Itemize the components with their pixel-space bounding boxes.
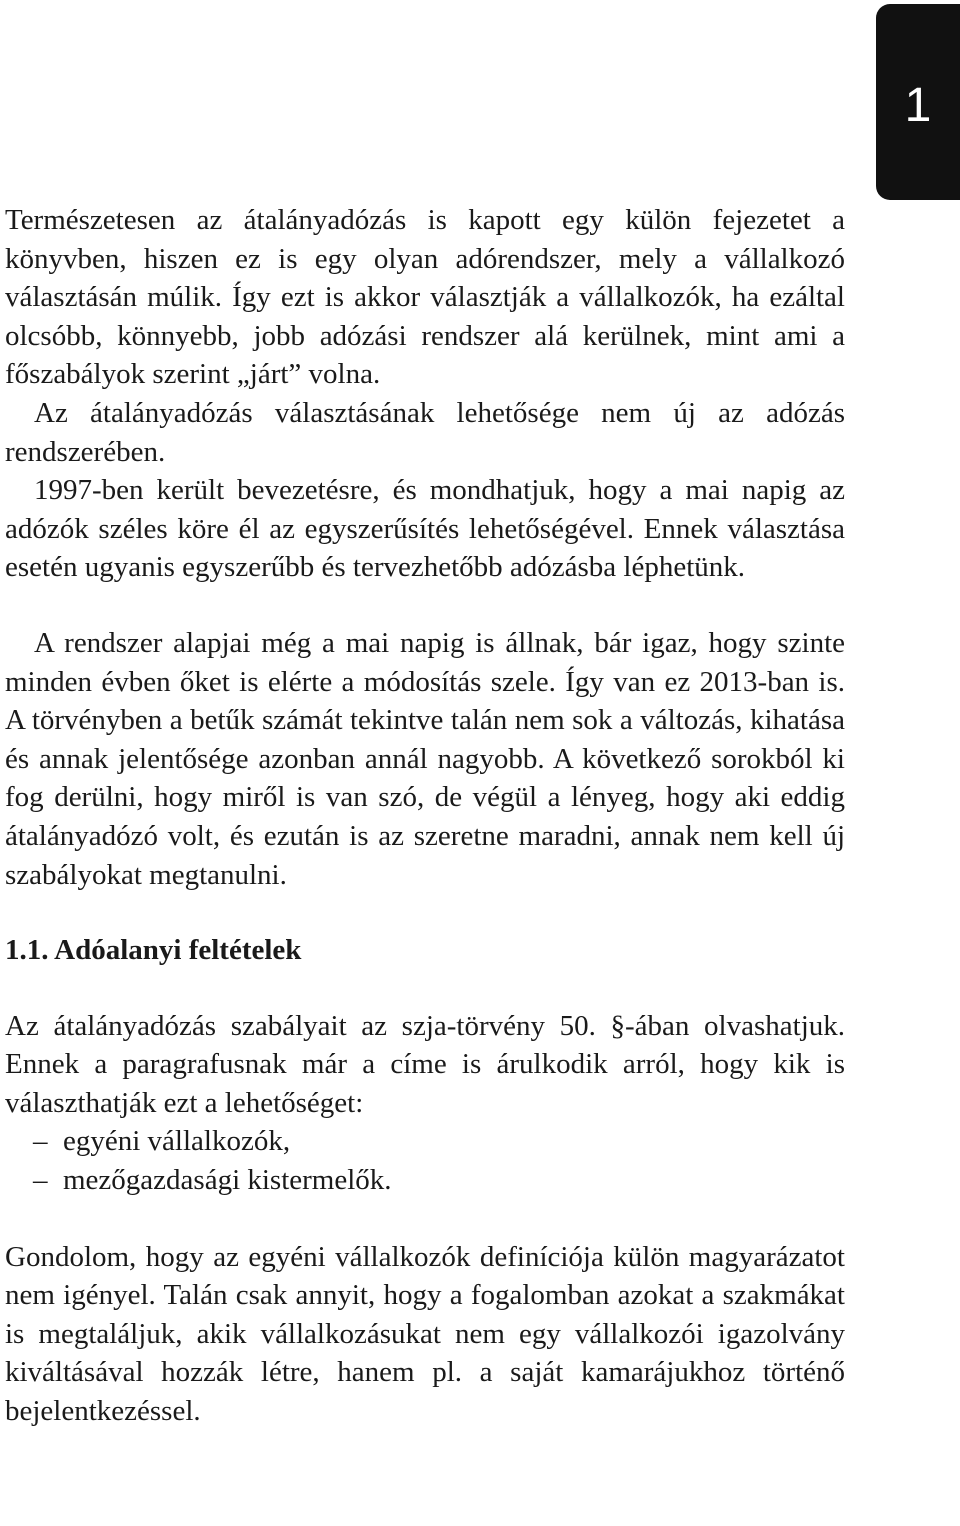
eligibility-list bbox=[5, 1122, 845, 1199]
paragraph-history: 1997-ben került bevezetésre, és mondhatjuk, hogy a mai napig az adózók széles köre él az egyszerűsítés lehetőségével. Ennek választása esetén ugyanis egyszerűbb és tervezhetőbb adózásba léphetünk. bbox=[5, 474, 845, 584]
section-intro: Az átalányadózás szabályait az szja-törvény 50. §-ában olvashatjuk. Ennek a paragrafusnak már a címe is árulkodik arról, hogy kik is választhatják ezt a lehetőséget: bbox=[5, 1009, 845, 1119]
chapter-number: 1 bbox=[904, 79, 932, 132]
page-body bbox=[5, 201, 845, 1431]
paragraph-changes: A rendszer alapjai még a mai napig is állnak, bár igaz, hogy szinte minden évben őket is elérte a módosítás szele. Így van ez 2013-ban is. A törvényben a betűk számát tekintve talán nem sok a változás, kihatása és annak jelentősége azonban annál nagyobb. A következő sorokból ki fog derülni, hogy miről is van szó, de végül a lényeg, hogy aki eddig átalányadózó volt, és ezután is az szeretne maradni, annak nem kell új szabályokat megtanulni. bbox=[5, 626, 845, 891]
chapter-tab bbox=[876, 4, 960, 200]
dash-marker: – bbox=[33, 1164, 48, 1197]
list-item-text: egyéni vállalkozók, bbox=[63, 1125, 291, 1158]
dash-marker: – bbox=[33, 1125, 48, 1158]
list-item-text: mezőgazdasági kistermelők. bbox=[63, 1164, 392, 1197]
section-heading: 1.1. Adóalanyi feltételek bbox=[5, 934, 302, 967]
paragraph-intro: Természetesen az átalányadózás is kapott egy külön fejezetet a könyvben, hiszen ez is egy olyan adórendszer, mely a vállalkozó választásán múlik. Így ezt is akkor választják a vállalkozók, ha ezáltal olcsóbb, könnyebb, jobb adózási rendszer alá kerülnek, mint ami a főszabályok szerint „járt” volna. bbox=[5, 204, 845, 391]
list-item bbox=[5, 1161, 845, 1200]
paragraph-option: Az átalányadózás választásának lehetősége nem új az adózás rendszerében. bbox=[5, 396, 845, 468]
paragraph-closing: Gondolom, hogy az egyéni vállalkozók definíciója külön magyarázatot nem igényel. Talán csak annyit, hogy a fogalomban azokat a szakmákat is megtaláljuk, akik vállalkozásukat nem egy vállalkozói igazolvány kiváltásával hozzák létre, hanem pl. a saját kamarájukhoz történő bejelentkezéssel. bbox=[5, 1240, 845, 1428]
list-item bbox=[5, 1122, 845, 1161]
